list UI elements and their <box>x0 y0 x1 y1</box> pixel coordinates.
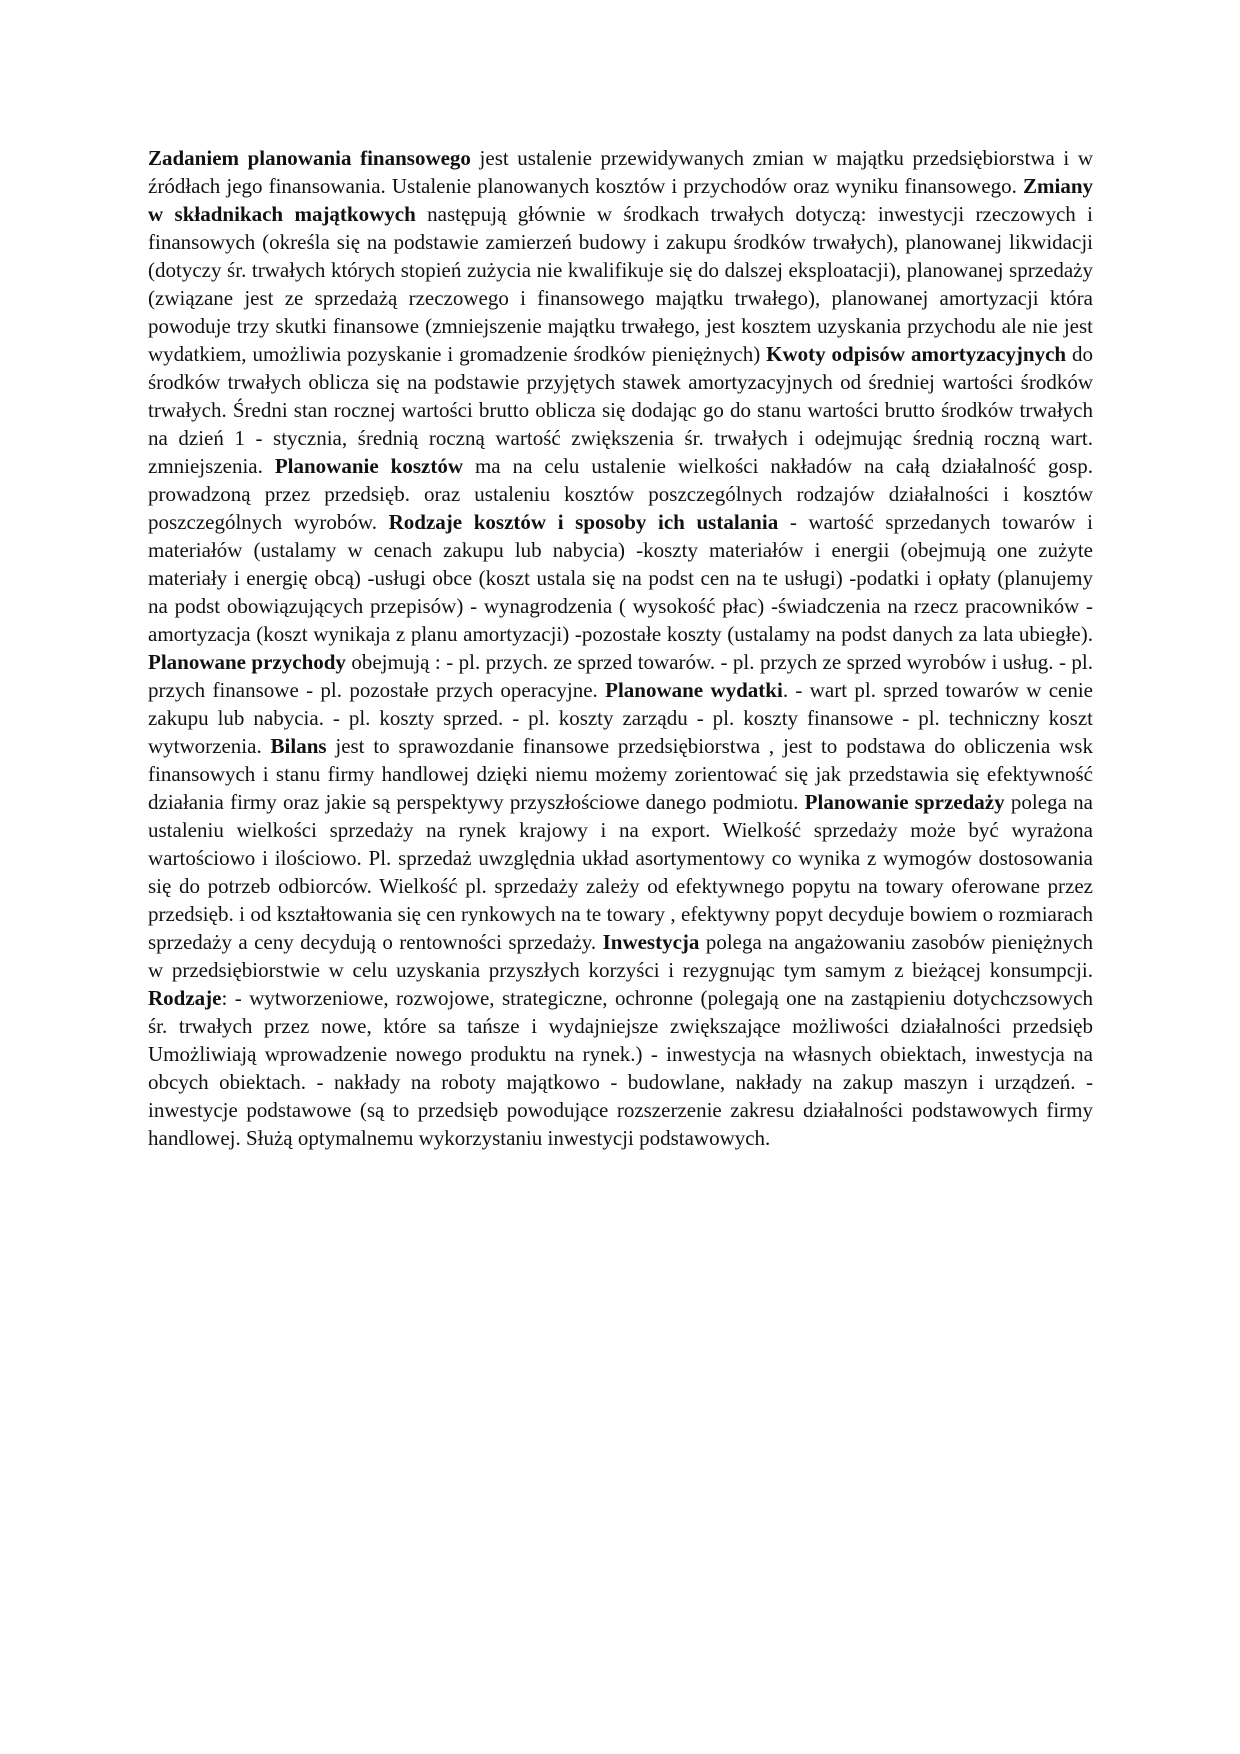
paragraph-text: - wartość sprzedanych towarów i materiałów (ustalamy w cenach zakupu lub nabycia) -koszty materiałów i energii (obejmują one zużyte materiały i energię obcą) -usługi obce (koszt ustala się na podst cen na te usługi) -podatki i opłaty (planujemy na podst obowiązujących przepisów) - wynagrodzenia ( wysokość płac) -świadczenia na rzecz pracowników - amortyzacja (koszt wynikaja z planu amortyzacji) -pozostałe koszty (ustalamy na podst danych za lata ubiegłe). <box>148 510 1093 646</box>
paragraph-text: jest to sprawozdanie finansowe przedsiębiorstwa , jest to podstawa do obliczenia wsk finansowych i stanu firmy handlowej dzięki niemu możemy zorientować się jak przedstawia się efektywność działania firmy oraz jakie są perspektywy przyszłościowe danego podmiotu. <box>148 734 1093 814</box>
bold-heading: Planowane przychody <box>148 650 346 674</box>
bold-heading: Planowanie kosztów <box>274 454 463 478</box>
paragraph-text: następują głównie w środkach trwałych dotyczą: inwestycji rzeczowych i finansowych (określa się na podstawie zamierzeń budowy i zakupu środków trwałych), planowanej likwidacji (dotyczy śr. trwałych których stopień zużycia nie kwalifikuje się do dalszej eksploatacji), planowanej sprzedaży (związane jest ze sprzedażą rzeczowego i finansowego majątku trwałego), planowanej amortyzacji która powoduje trzy skutki finansowe (zmniejszenie majątku trwałego, jest kosztem uzyskania przychodu ale nie jest wydatkiem, umożliwia pozyskanie i gromadzenie środków pieniężnych) <box>148 202 1093 366</box>
bold-heading: Inwestycja <box>602 930 700 954</box>
bold-heading: Rodzaje <box>148 986 222 1010</box>
bold-heading: Zadaniem planowania finansowego <box>148 146 471 170</box>
bold-heading: Zmiany w składnikach majątkowych <box>148 174 1093 226</box>
paragraph-text: obejmują : - pl. przych. ze sprzed towarów. - pl. przych ze sprzed wyrobów i usług. - pl. przych finansowe - pl. pozostałe przych operacyjne. <box>148 650 1093 702</box>
bold-heading: Kwoty odpisów amortyzacyjnych <box>766 342 1067 366</box>
paragraph-text: do środków trwałych oblicza się na podstawie przyjętych stawek amortyzacyjnych od średniej wartości środków trwałych. Średni stan rocznej wartości brutto oblicza się dodając go do stanu wartości brutto środków trwałych na dzień 1 - stycznia, średnią roczną wartość zwiększenia śr. trwałych i odejmując średnią roczną wart. zmniejszenia. <box>148 342 1093 478</box>
paragraph-text: : - wytworzeniowe, rozwojowe, strategiczne, ochronne (polegają one na zastąpieniu dotychczsowych śr. trwałych przez nowe, które sa tańsze i wydajniejsze zwiększające możliwości działalności przedsięb Umożliwiają wprowadzenie nowego produktu na rynek.) - inwestycja na własnych obiektach, inwestycja na obcych obiektach. - nakłady na roboty majątkowo - budowlane, nakłady na zakup maszyn i urządzeń. - inwestycje podstawowe (są to przedsięb powodujące rozszerzenie zakresu działalności podstawowych firmy handlowej. Służą optymalnemu wykorzystaniu inwestycji podstawowych. <box>148 986 1093 1150</box>
paragraph-text: . - wart pl. sprzed towarów w cenie zakupu lub nabycia. - pl. koszty sprzed. - pl. koszty zarządu - pl. koszty finansowe - pl. techniczny koszt wytworzenia. <box>148 678 1093 758</box>
paragraph-text: polega na ustaleniu wielkości sprzedaży na rynek krajowy i na export. Wielkość sprzedaży może być wyrażona wartościowo i ilościowo. Pl. sprzedaż uwzględnia układ asortymentowy co wynika z wymogów dostosowania się do potrzeb odbiorców. Wielkość pl. sprzedaży zależy od efektywnego popytu na towary oferowane przez przedsięb. i od kształtowania się cen rynkowych na te towary , efektywny popyt decyduje bowiem o rozmiarach sprzedaży a ceny decydują o rentowności sprzedaży. <box>148 790 1094 954</box>
paragraph-text: jest ustalenie przewidywanych zmian w majątku przedsiębiorstwa i w źródłach jego finansowania. Ustalenie planowanych kosztów i przychodów oraz wyniku finansowego. <box>148 146 1093 198</box>
bold-heading: Planowanie sprzedaży <box>804 790 1005 814</box>
bold-heading: Planowane wydatki <box>605 678 783 702</box>
paragraph-text: ma na celu ustalenie wielkości nakładów na całą działalność gosp. prowadzoną przez przedsięb. oraz ustaleniu kosztów poszczególnych rodzajów działalności i kosztów poszczególnych wyrobów. <box>148 454 1093 534</box>
paragraph-text: polega na angażowaniu zasobów pieniężnych w przedsiębiorstwie w celu uzyskania przyszłych korzyści i rezygnując tym samym z bieżącej konsumpcji. <box>148 930 1094 982</box>
body-paragraph <box>148 144 1093 1152</box>
bold-heading: Bilans <box>270 734 327 758</box>
bold-heading: Rodzaje kosztów i sposoby ich ustalania <box>388 510 779 534</box>
